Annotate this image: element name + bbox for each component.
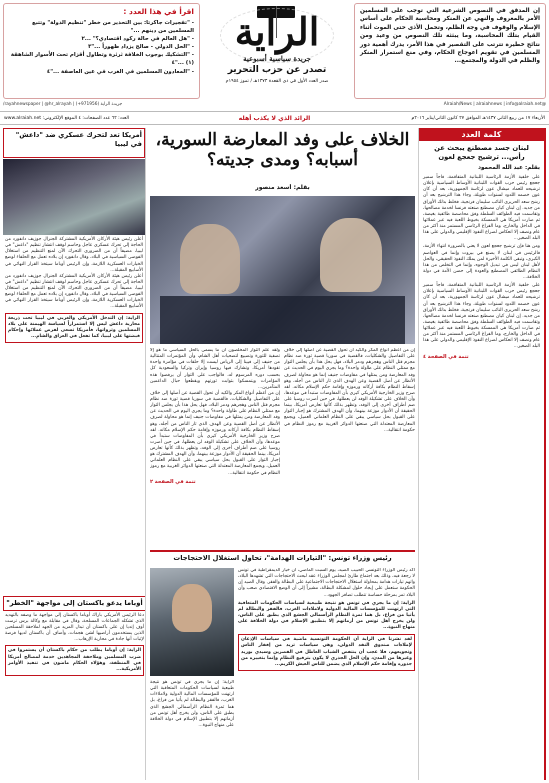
libya-comment: الراية: إن التدخل الأمريكي والغربي في ليبيا تحت ذريعة محاربة داعش ليس إلا استمراراً لسياسة الهيمنة على بلاد المسلمين وثرواتها، فأمريكا تسعى لفرض عملائها وإحكام قبضتها على ليبيا، كما تفعل في العراق والشام... (8, 315, 140, 339)
person-figure-icon (180, 224, 240, 294)
masthead-title: الراية (234, 9, 320, 54)
suit-shapes (160, 296, 405, 344)
tunisia-body (238, 568, 415, 780)
founding-line: صدر العدد الأول في ذي القعدة ١٣٧٣هـ / تموز ١٩٥٤م (225, 79, 329, 85)
tunisia-text-2: الراية: إن ما يجري في تونس هو نتيجة طبيعية لسياسات الحكومات المتعاقبة التي ارتهنت للمؤسسات المالية الدولية ولاملاءات الغرب، فالفقر والبطالة لم يأتيا من فراغ، بل هما ثمرة النظام الرأسمالي الجشع الذي يطبق على الناس، ولن يخرج أهل تونس من أزماتهم إلا بتطبيق الإسلام في دولة الخلافة على منهاج النبوة... (238, 600, 415, 631)
main-headline-line2[interactable]: أسبابه؟ ومدى جديته؟ (207, 150, 358, 171)
publisher-line: تصدر عن حزب التحرير (227, 65, 327, 76)
obama-text: دعا الرئيس الأمريكي باراك أوباما باكستان إلى مواجهة ما وصفه بالتهديد الذي تشكله الجماعات المسلحة، وقال في مقابلة مع وكالة برس ترست أوف إنديا إن على باكستان أن تبذل المزيد من الجهد لملاحقة المسلحين الذين يستخدمون أراضيها لشن هجمات، وأضاف أن باكستان لديها فرصة لإثبات أنها جادة في محاربة الإرهاب... (5, 612, 144, 643)
issue-date-bar (0, 111, 549, 125)
header-intro-box (354, 3, 546, 99)
libya-body (3, 235, 145, 345)
in-this-issue-box (3, 3, 200, 99)
main-continued[interactable]: تتمة في الصفحة ٢ (150, 478, 196, 485)
in-this-issue-title: اقرأ في هذا العدد : (123, 7, 194, 16)
obama-title-box (3, 596, 146, 611)
editorial-body: على خلفية الأزمة الرئاسية اللبنانية المتفاقمة، فاجأ سمير جعجع رئيس حزب القوات اللبنانية الأوساط السياسية بإعلان ترشيحه للعماد ميشال عون لرئاسة الجمهورية، بعد أن كان عون خصمه اللدود لسنوات طويلة، وجاء هذا الترشيح بعد أن رشح سعد الحريري النائب سليمان فرنجية، فخلط بذلك الأوراق من جديد. إن لبنان كيان مصطنع صنعته فرنسا لخدمة مصالحها، وتقاسمت فيه الطوائف السلطة وفق محاصصة طائفية بغيضة، ثم صارت أمريكا هي الممسكة بخيوط اللعبة فيه عبر عملائها في الداخل والخارج، وما الفراغ الرئاسي المستمر منذ أكثر من عام ونصف إلا انعكاس لصراع النفوذ الإقليمي والدولي على هذا البلد الصغير... (423, 175, 540, 242)
issue-date: الأربعاء ١٧ من ربيع الثاني ١٤٣٧هـ الموافق ٢٧ كانون الثاني/يناير ٢٠١٦م (411, 116, 545, 121)
tunisia-comment: لقد نشرنا في الراية أن الحكومة التونسية ماضية في سياسات الإذعان لإملاءات صندوق النقد الدولي، وهي سياسات تزيد من إفقار الناس وتجويعهم، فلا عجب أن ينتفض الشباب العاطل في القصرين وسيدي بوزيد وغيرها من المدن، وإن الحل الجذري لا يكون بترقيع النظام وإنما بتغييره من جذوره وإقامة حكم الإسلام الذي يضمن للناس العيش الكريم... (241, 637, 412, 667)
obama-title[interactable]: أوباما يدعو باكستان إلى مواجهة "الخطر" (6, 599, 143, 607)
libya-photo (3, 159, 145, 235)
masthead-logo (202, 2, 352, 100)
main-headline (150, 130, 415, 184)
person-figure-icon (172, 584, 212, 632)
slogan: الرائد الذي لا يكذب أهله (238, 115, 311, 122)
editorial-continued[interactable]: تتمة في الصفحة ٤ (423, 353, 469, 360)
main-article-body-2 (150, 348, 280, 548)
editorial-column (418, 128, 546, 780)
main-headline-line1[interactable]: الخلاف على وفد المعارضة السورية، (155, 130, 410, 150)
libya-text: أعلن رئيس هيئة الأركان الأمريكية المشتركة الجنرال جوزيف دانفورد من الحاجة إلى تحرك عسكري عاجل وحاسم لوقف انتشار تنظيم "داعش" في ليبيا، مضيفاً أن من الضروري التحرك الآن لمنع التنظيم من استغلال الفوضى السياسية في البلاد، وقال دانفورد إن بلاده تعمل مع الحلفاء لوضع الخيارات العسكرية اللازمة، وإن الرئيس أوباما سيتخذ القرار النهائي في الأسابيع المقبلة... (5, 237, 143, 273)
editorial-title[interactable]: لبنان جسد مصطنع يبحث عن رأس... ترشيح جعجع لعون (434, 144, 529, 161)
masthead-subtitle: جريدة سياسية أسبوعية (243, 54, 311, 63)
main-article-photo (150, 196, 415, 344)
editorial-column-head: كلمة العدد (419, 128, 544, 141)
tunisia-body-side (150, 680, 234, 780)
main-article-text-2: ولقد علم الثوار المخلصون أن ما يسمى بالحل السياسي ما هو إلا تصفية للثورة وتضييع لتضحيات أهل الشام، وأن المؤتمرات المتتالية من جنيف إلى فيينا إلى الرياض ليست إلا حلقات في مؤامرة واحدة تقودها أمريكا، وتشارك فيها روسيا وإيران وتركيا والسعودية كل بحسب دوره المرسوم له، فالواجب على الثوار أن يرفضوا هذه المؤامرات ويتمسكوا بثوابت ثورتهم ويقطعوا حبال الداعمين المتآمرين... (150, 348, 280, 390)
tunisia-comment-box (238, 634, 415, 671)
libya-text-2: أعلن رئيس هيئة الأركان الأمريكية المشتركة الجنرال جوزيف دانفورد من الحاجة إلى تحرك عسكري عاجل وحاسم لوقف انتشار تنظيم "داعش" في ليبيا، مضيفاً أن من الضروري التحرك الآن لمنع التنظيم من استغلال الفوضى السياسية في البلاد، وقال دانفورد إن بلاده تعمل مع الحلفاء لوضع الخيارات العسكرية اللازمة، وإن الرئيس أوباما سيتخذ القرار النهائي في الأسابيع المقبلة... (5, 273, 143, 310)
in-this-issue-item[interactable]: - "الحل الدولي - صالح يزداد ظهوراً ..."٣ (88, 44, 194, 51)
main-article-body (284, 348, 415, 548)
in-this-issue-item[interactable]: - "المعادون المسلمين في الغرب في عين العاصفة ..."٤ (46, 68, 194, 75)
in-this-issue-item[interactable]: - "هل العالم في حالة ركود اقتصادي؟" ...٢ (81, 36, 194, 43)
main-article-text: إن من أعظم أنواع المكر والكيد أن تحول القضية عن أصلها إلى خلاف على التفاصيل والشكليات، فالقضية في سوريا قضية ثورة ضد نظام مجرم قتل الناس وهجرهم ودمر البلاد، فهل يحل هذا بأن يجلس الثوار مع ممثلي النظام على طاولة واحدة؟ وما يجري اليوم في الحديث عن وفد المعارضة ومن يمثلها في مفاوضات جنيف إنما هو محاولة لصرف الأنظار عن أصل القضية وعن الهدف الذي ثار الناس من أجله، وهو إسقاط النظام بكافة أركانه ورموزه وإقامة حكم الإسلام مكانه. لقد صرح وزير الخارجية الأمريكي كيري بأن المفاوضات ستبدأ في موعدها، وأن الخلاف على تشكيلة الوفد لن يعطلها، في حين أصرت روسيا على ضم أطراف أخرى إلى الوفد، وتظهر بذلك كأنها تعارض أمريكا، بينما الحقيقة أن الأدوار موزعة بينهما، وأن الهدف المشترك هو إجبار الثوار على القبول بحل سياسي يبقي على النظام العلماني العميل، ويجمع المعارضة المعتدلة التي صنعتها الدوائر الغربية مع رموز النظام في حكومة انتقالية... (284, 348, 415, 433)
in-this-issue-item[interactable]: - "تفجيرات جاكرتا: بين التحذير من خطر "تنظيم الدولة" وتتبع المسلمين من دينهم ..." (32, 19, 194, 34)
editorial-body-2: ومن هنا فإن ترشيح جعجع لعون لا يعني بالضرورة انتهاء الأزمة، فالرئيس في لبنان لا يصنع في بيروت وإنما في العواصم الكبرى، وتبقى الكلمة الأخيرة لمن يملك النفوذ الحقيقي، والحل لأهل لبنان ليس في تبديل الوجوه، وإنما في التخلص من هذا النظام الطائفي المصطنع والعودة إلى حضن الأمة في دولة الخلافة... (423, 244, 540, 281)
person-figure-icon (320, 218, 382, 292)
obama-comment-box (5, 645, 144, 676)
in-this-issue-item[interactable]: - "التشكيك بوجوب الخلافة ثرثرة وتطاول أقزام تحت الأسوار الشاهقة (١) ..."٤ (10, 52, 194, 67)
tunisia-title[interactable]: رئيس وزراء تونس: "التيارات الهدامة"، تحاول استغلال الاحتجاجات (173, 554, 392, 562)
tunisia-side-text: الراية: إن ما يجري في تونس هو نتيجة طبيعية لسياسات الحكومات المتعاقبة التي ارتهنت للمؤسسات المالية الدولية ولاملاءات الغرب، فالفقر والبطالة لم يأتيا من فراغ، بل هما ثمرة النظام الرأسمالي الجشع الذي يطبق على الناس، ولن يخرج أهل تونس من أزماتهم إلا بتطبيق الإسلام في دولة الخلافة على منهاج النبوة... (150, 680, 234, 728)
tunisia-photo (150, 568, 234, 676)
section-divider (150, 550, 415, 552)
header-intro-text: إن المدقق في النصوص الشرعية التي توجب على المسلمين الأمر بالمعروف والنهي عن المنكر ومحاسبة الحكام على أساس الإسلام والوقوف في وجه الظلم، وتحمل الأذى حتى الموت أثناء القيام بتلك المحاسبة، وما يبثثه تلك النصوص من وعيد ومن نتائج خطيرة تترتب على التقصير في هذا الأمر، يدرك أهمية دور المسلمين في تقويم اعوجاج الحكام، وفي منع استمرار المنكر والظلم في الدولة والمجتمع... (360, 8, 540, 65)
editorial-body-3: على خلفية الأزمة الرئاسية اللبنانية المتفاقمة، فاجأ سمير جعجع رئيس حزب القوات اللبنانية الأوساط السياسية بإعلان ترشيحه للعماد ميشال عون لرئاسة الجمهورية، بعد أن كان عون خصمه اللدود لسنوات طويلة، وجاء هذا الترشيح بعد أن رشح سعد الحريري النائب سليمان فرنجية، فخلط بذلك الأوراق من جديد. إن لبنان كيان مصطنع صنعته فرنسا لخدمة مصالحها، وتقاسمت فيه الطوائف السلطة وفق محاصصة طائفية بغيضة، ثم صارت أمريكا هي الممسكة بخيوط اللعبة فيه عبر عملائها في الداخل والخارج، وما الفراغ الرئاسي المستمر منذ أكثر من عام ونصف إلا انعكاس لصراع النفوذ الإقليمي والدولي على هذا البلد الصغير... (423, 283, 540, 350)
main-article-text-3: إن من أعظم أنواع المكر والكيد أن تحول القضية عن أصلها إلى خلاف على التفاصيل والشكليات، فالقضية في سوريا قضية ثورة ضد نظام مجرم قتل الناس وهجرهم ودمر البلاد، فهل يحل هذا بأن يجلس الثوار مع ممثلي النظام على طاولة واحدة؟ وما يجري اليوم في الحديث عن وفد المعارضة ومن يمثلها في مفاوضات جنيف إنما هو محاولة لصرف الأنظار عن أصل القضية وعن الهدف الذي ثار الناس من أجله، وهو إسقاط النظام بكافة أركانه ورموزه وإقامة حكم الإسلام مكانه. لقد صرح وزير الخارجية الأمريكي كيري بأن المفاوضات ستبدأ في موعدها، وأن الخلاف على تشكيلة الوفد لن يعطلها، في حين أصرت روسيا على ضم أطراف أخرى إلى الوفد، وتظهر بذلك كأنها تعارض أمريكا، بينما الحقيقة أن الأدوار موزعة بينهما، وأن الهدف المشترك هو إجبار الثوار على القبول بحل سياسي يبقي على النظام العلماني العميل، ويجمع المعارضة المعتدلة التي صنعتها الدوائر الغربية مع رموز النظام في حكومة انتقالية... (150, 390, 280, 476)
libya-title[interactable]: أمريكا تعد لتحرك عسكري ضد "داعش" في ليبيا (15, 131, 142, 148)
contact-strip-right[interactable]: @Alraiah/News | alraiahnews | info@alraiah.net (443, 102, 546, 107)
obama-comment: الراية: إن أوباما يطلب من حكام باكستان أن يستمروا في ضرب المسلمين وملاحقة المجاهدين خدمة لمصالح أمريكا في المنطقة، وهؤلاء الحكام ماضون في تنفيذ الأوامر الأمريكية... (8, 648, 141, 672)
editorial-byline: بقلم: عبد الله المحمود (478, 164, 540, 171)
main-byline: بقلم: أسعد منصور (255, 184, 310, 191)
tunisia-text: أكد رئيس الوزراء التونسي الحبيب الصيد، يوم السبت الماضي، أن خيار الديمقراطية في تونس لا رجعة فيه، وذلك بعد اجتماع طارئ لمجلس الوزراء عقد لبحث الاحتجاجات التي تشهدها البلاد، واتهم تيارات هدامة بمحاولة استغلال الاحتجاجات الاجتماعية على البطالة والفقر. وقال الصيد إن الحكومة ستعمل على إيجاد حلول لمشكلة البطالة، مشيراً إلى أن الوضع الاقتصادي صعب وأن البلاد تمر بمرحلة حساسة تتطلب تضافر الجهود... (238, 568, 415, 598)
left-column (3, 128, 146, 780)
obama-body (3, 611, 146, 678)
libya-comment-box (5, 313, 143, 344)
contact-strip-left[interactable]: /rayahnewspaper | @hr_alrayah | (+971956) جريدة الراية (3, 102, 123, 107)
libya-title-box (3, 128, 145, 158)
issue-number: العدد: ٦٢ عدد الصفحات: ٤ الموقع الإلكتروني: www.alraiah.net (4, 116, 130, 121)
